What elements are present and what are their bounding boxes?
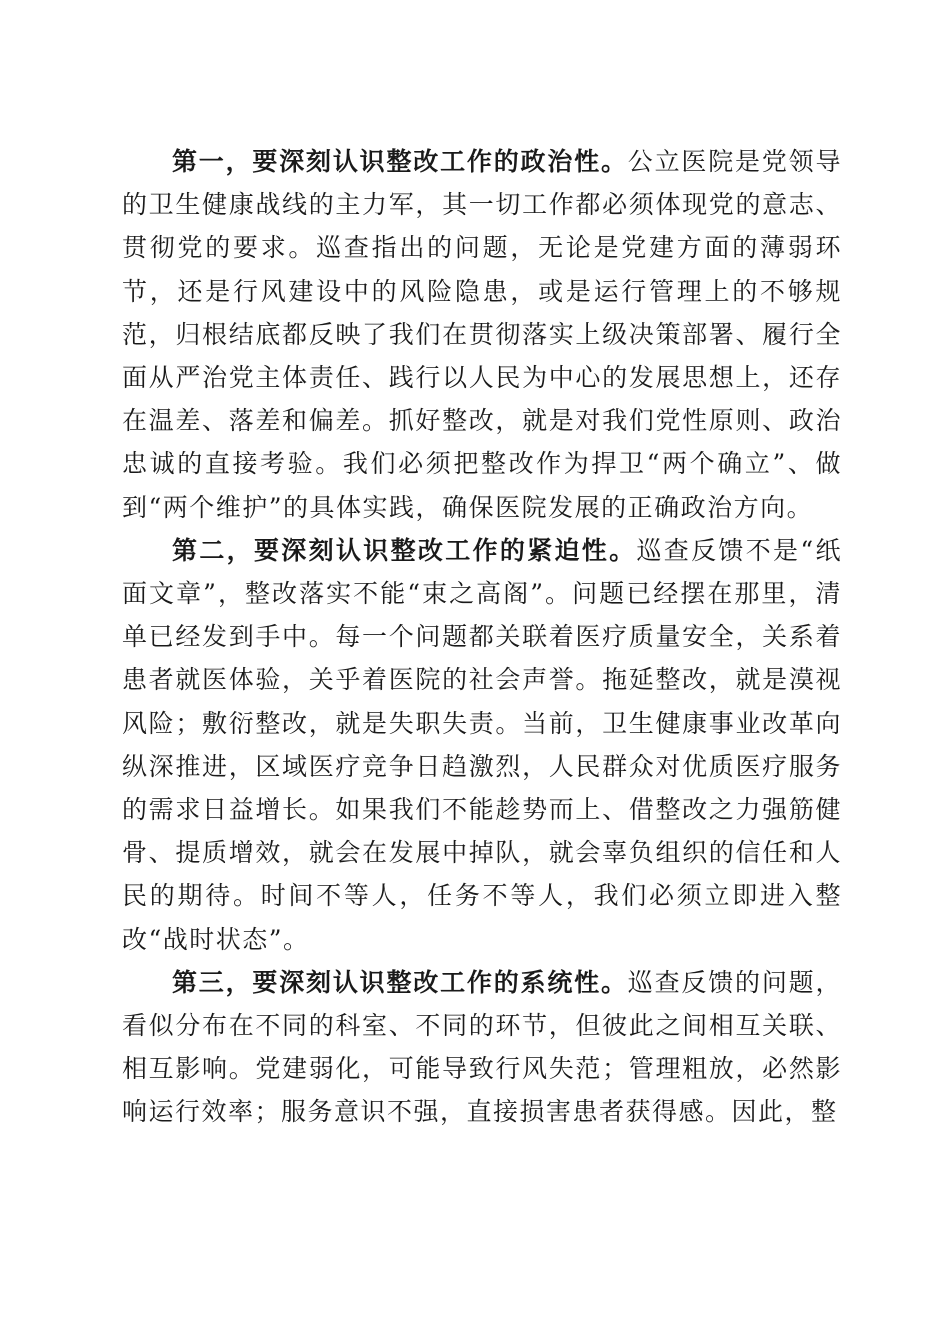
paragraph-text: 巡查反馈的问题，看似分布在不同的科室、不同的环节，但彼此之间相互关联、相互影响。党建弱化，可能导致行风失范；管理粗放，必然影响运行效率；服务意识不强，直接损害患者获得感。因此，整 [122,967,842,1127]
paragraph-lead: 第二，要深刻认识整改工作的紧迫性。 [172,535,637,565]
paragraph-lead: 第三，要深刻认识整改工作的系统性。 [172,967,628,997]
paragraph-lead: 第一，要深刻认识整改工作的政治性。 [172,147,628,176]
paragraph-text: 公立医院是党领导的卫生健康战线的主力军，其一切工作都必须体现党的意志、贯彻党的要求。巡查指出的问题，无论是党建方面的薄弱环节，还是行风建设中的风险隐患，或是运行管理上的不够规范，归根结底都反映了我们在贯彻落实上级决策部署、履行全面从严治党主体责任、践行以人民为中心的发展思想上，还存在温差、落差和偏差。抓好整改，就是对我们党性原则、政治忠诚的直接考验。我们必须把整改作为捍卫“两个确立”、做到“两个维护”的具体实践，确保医院发展的正确政治方向。 [122,147,842,522]
paragraph-text: 巡查反馈不是“纸面文章”，整改落实不能“束之高阁”。问题已经摆在那里，清单已经发到手中。每一个问题都关联着医疗质量安全，关系着患者就医体验，关乎着医院的社会声誉。拖延整改，就是漠视风险；敷衍整改，就是失职失责。当前，卫生健康事业改革向纵深推进，区域医疗竞争日趋激烈，人民群众对优质医疗服务的需求日益增长。如果我们不能趁势而上、借整改之力强筋健骨、提质增效，就会在发展中掉队，就会辜负组织的信任和人民的期待。时间不等人，任务不等人，我们必须立即进入整改“战时状态”。 [122,535,842,954]
paragraph-political [122,140,842,529]
paragraph-systemic [122,961,842,1134]
document-body [122,140,842,1134]
paragraph-urgency [122,529,842,961]
